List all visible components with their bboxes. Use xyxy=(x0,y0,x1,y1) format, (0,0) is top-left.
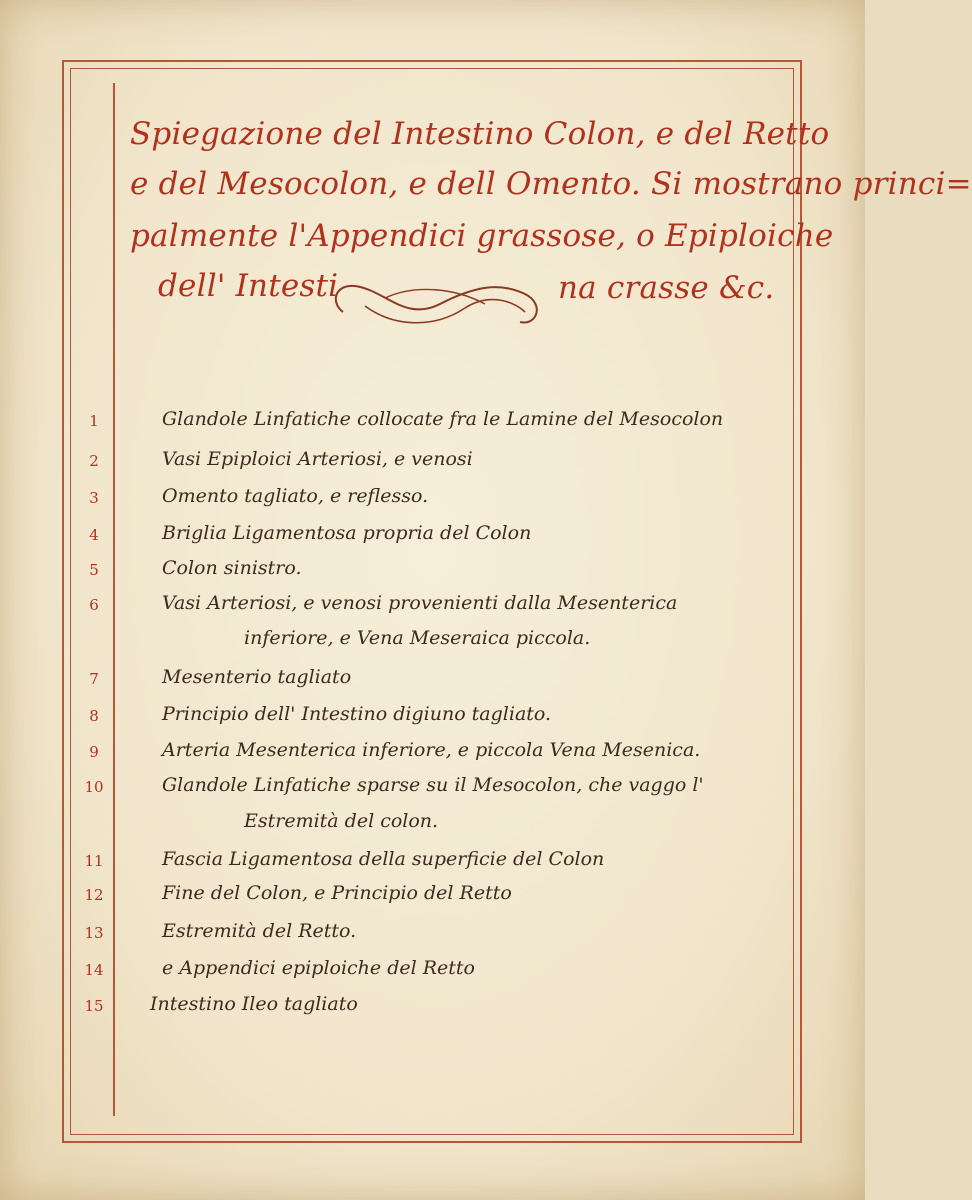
item-text: Omento tagliato, e reflesso. xyxy=(162,485,429,507)
title-line-1: Spiegazione del Intestino Colon, e del Retto xyxy=(130,116,830,152)
item-number: 12 xyxy=(84,886,104,904)
item-text: Arteria Mesenterica inferiore, e piccola Vena Mesenica. xyxy=(162,739,701,761)
item-text: Fascia Ligamentosa della superficie del Colon xyxy=(162,848,605,870)
item-text-continuation: Estremità del colon. xyxy=(244,810,439,832)
item-number: 1 xyxy=(89,412,99,430)
item-text: Fine del Colon, e Principio del Retto xyxy=(162,882,512,904)
item-number: 11 xyxy=(84,852,104,870)
title-line-3: palmente l'Appendici grassose, o Epiploiche xyxy=(130,218,834,254)
item-number: 9 xyxy=(89,743,99,761)
item-number: 8 xyxy=(89,707,99,725)
title-line-2: e del Mesocolon, e dell Omento. Si mostrano princi= xyxy=(130,166,972,202)
item-text: Glandole Linfatiche sparse su il Mesocolon, che vaggo l' xyxy=(162,774,704,796)
item-number: 7 xyxy=(89,670,99,688)
item-text: Principio dell' Intestino digiuno tagliato. xyxy=(162,703,552,725)
calligraphic-flourish xyxy=(325,272,555,336)
item-number: 3 xyxy=(89,489,99,507)
margin-rule xyxy=(113,83,115,1116)
item-number: 4 xyxy=(89,526,99,544)
item-number: 6 xyxy=(89,596,99,614)
item-text: Mesenterio tagliato xyxy=(162,666,352,688)
item-text: Briglia Ligamentosa propria del Colon xyxy=(162,522,532,544)
item-text: Colon sinistro. xyxy=(162,557,302,579)
item-text: Estremità del Retto. xyxy=(162,920,357,942)
item-number: 15 xyxy=(84,997,104,1015)
item-text: Vasi Epiploici Arteriosi, e venosi xyxy=(162,448,473,470)
item-text: Glandole Linfatiche collocate fra le Lamine del Mesocolon xyxy=(162,408,724,430)
item-number: 13 xyxy=(84,924,104,942)
item-text-continuation: inferiore, e Vena Meseraica piccola. xyxy=(244,627,591,649)
title-line-4-start: dell' Intesti xyxy=(158,268,339,304)
item-text: Intestino Ileo tagliato xyxy=(150,993,358,1015)
title-line-4-end: na crasse &c. xyxy=(558,270,775,306)
item-text: Vasi Arteriosi, e venosi provenienti dalla Mesenterica xyxy=(162,592,678,614)
item-number: 14 xyxy=(84,961,104,979)
item-number: 2 xyxy=(89,452,99,470)
item-number: 5 xyxy=(89,561,99,579)
item-text: e Appendici epiploiche del Retto xyxy=(162,957,475,979)
item-number: 10 xyxy=(84,778,104,796)
